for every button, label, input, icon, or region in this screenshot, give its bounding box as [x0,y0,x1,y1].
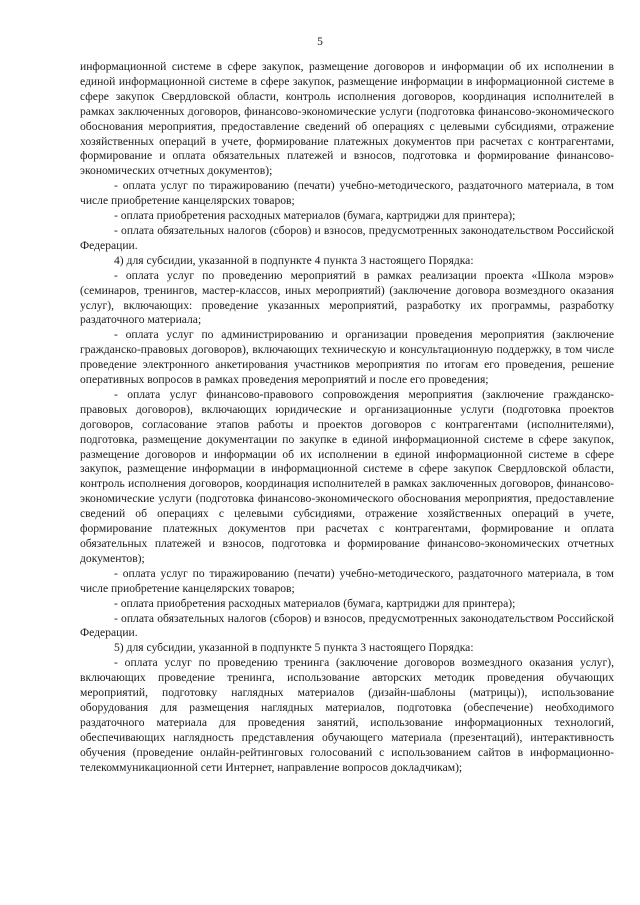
paragraph: - оплата услуг по проведению мероприятий в рамках реализации проекта «Школа мэров» (семинаров, тренингов, мастер-классов, иных мероприятий) (заключение договора возмездного оказания услуг), включающих: проведение указанных мероприятий, разработку их программы, разработку раздаточного материала; [80,268,614,327]
paragraph: 4) для субсидии, указанной в подпункте 4 пункта 3 настоящего Порядка: [114,253,474,267]
paragraph: - оплата услуг по тиражированию (печати) учебно-методического, раздаточного материала, в том числе приобретение канцелярских товаров; [80,566,614,595]
paragraph: - оплата приобретения расходных материалов (бумага, картриджи для принтера); [114,596,516,610]
paragraph: - оплата услуг по администрированию и организации проведения мероприятия (заключение гражданско-правовых договоров), включающих техническую и консультационную поддержку, в том числе проведение электронного анкетирования участников мероприятия по итогам его проведения, решение оперативных вопросов в рамках проведения мероприятий и после его проведения; [80,328,614,387]
page-number: 5 [317,36,323,48]
paragraph: - оплата обязательных налогов (сборов) и взносов, предусмотренных законодательством Российской Федерации. [80,611,614,640]
paragraph: - оплата услуг финансово-правового сопровождения мероприятия (заключение гражданско-правовых договоров), включающих юридические и организационные услуги (подготовка проектов договоров, согласование этапов работы и проектов договоров с контрагентами (исполнителями), подготовка, размещение документации по закупке в единой информационной системе в сфере закупок, размещение договоров и информации об их исполнении в единой информационной системе в сфере закупок, размещение информации в информационной системе в сфере закупок Свердловской области, контроль исполнения договоров, координация исполнителей в рамках заключенных договоров, финансово-экономические услуги (подготовка финансово-экономического обоснования мероприятия, предоставление сведений об операциях с целевыми субсидиями, отражение хозяйственных операций в учете, формирование платежных документов при расчетах с контрагентами, формирование и оплата обязательных платежей и взносов, подготовка и формирование финансово-экономических отчетных документов); [80,387,614,565]
paragraph-continuation: информационной системе в сфере закупок, размещение договоров и информации об их исполнении в единой информационной системе в сфере закупок, размещение информации в информационной системе в сфере закупок Свердловской области, контроль исполнения договоров, координация исполнителей в рамках заключенных договоров, финансово-экономические услуги (подготовка финансово-экономического обоснования мероприятия, предоставление сведений об операциях с целевыми субсидиями, отражение хозяйственных операций в учете, формирование платежных документов при расчетах с контрагентами, формирование и оплата обязательных платежей и взносов, подготовка и формирование финансово-экономических отчетных документов); [80,60,614,178]
paragraph: - оплата услуг по тиражированию (печати) учебно-методического, раздаточного материала, в том числе приобретение канцелярских товаров; [80,179,614,208]
paragraph: - оплата услуг по проведению тренинга (заключение договоров возмездного оказания услуг), включающих проведение тренинга, использование авторских методик проведения обучающих мероприятий, подготовку наглядных материалов (дизайн-шаблоны (матрицы)), использование оборудования для размещения наглядных материалов, подготовка (обеспечение) необходимого раздаточного материала для проведения занятий, использование информационных технологий, обеспечивающих наглядность представления обучающего материала (презентаций), интерактивность обучения (проведение онлайн-рейтинговых голосований с использованием сайтов в информационно-телекоммуникационной сети Интернет, направление вопросов докладчикам); [80,656,614,774]
paragraph: - оплата обязательных налогов (сборов) и взносов, предусмотренных законодательством Российской Федерации. [80,223,614,252]
document-body [80,60,614,776]
paragraph: - оплата приобретения расходных материалов (бумага, картриджи для принтера); [114,209,516,223]
paragraph: 5) для субсидии, указанной в подпункте 5 пункта 3 настоящего Порядка: [114,641,474,655]
